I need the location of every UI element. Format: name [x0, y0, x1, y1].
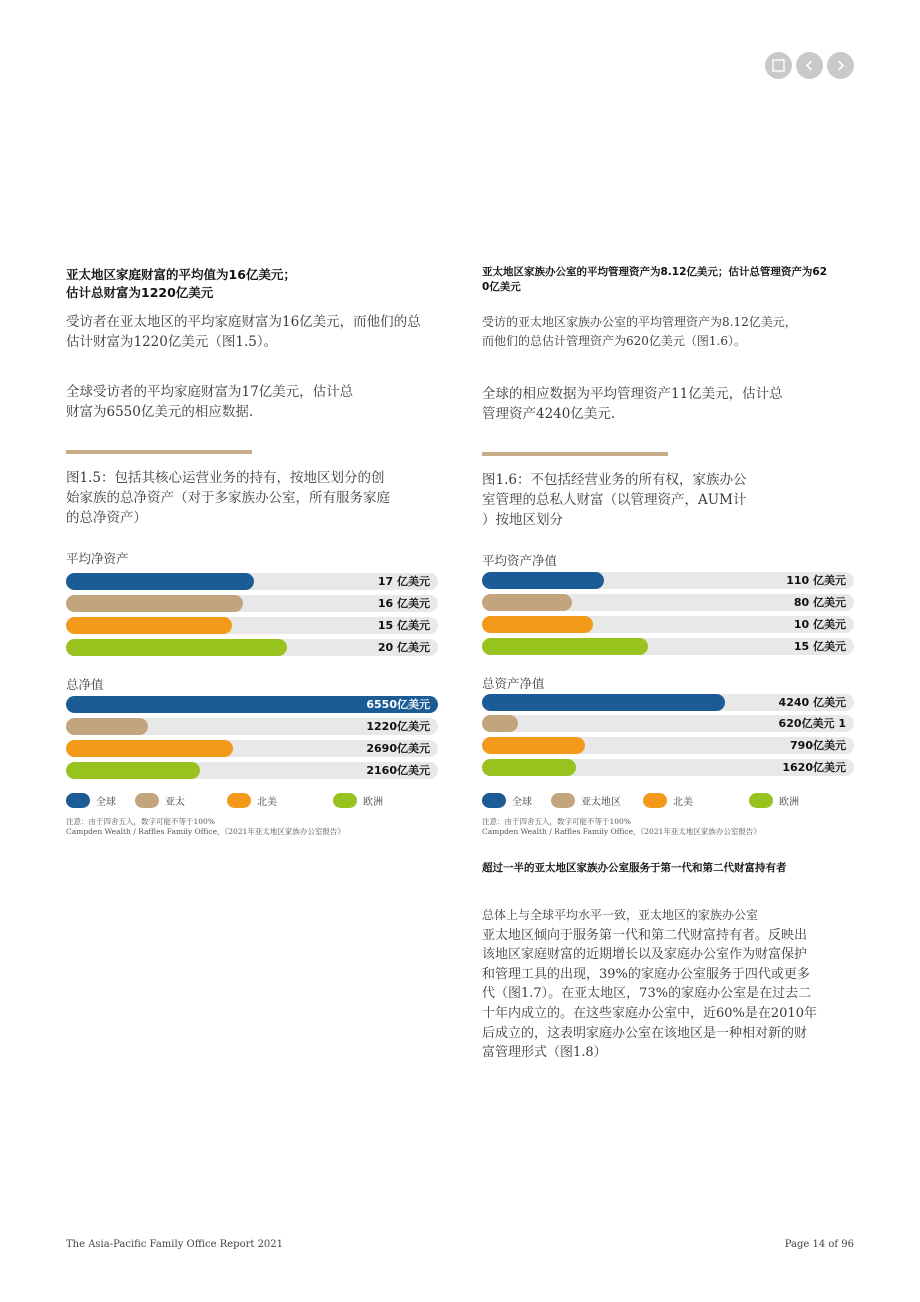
series-label: 平均资产净值	[482, 553, 558, 568]
bar-欧洲	[66, 639, 287, 656]
home-button[interactable]	[765, 52, 792, 79]
bar-value-label: 10 亿美元	[793, 618, 846, 631]
bar-track	[482, 572, 854, 589]
legend-item	[482, 793, 532, 808]
legend-swatch	[66, 793, 90, 808]
bar-value-label: 790亿美元	[790, 739, 846, 752]
section-body	[482, 906, 817, 1063]
legend-swatch	[551, 793, 575, 808]
paragraph-line: 全球受访者的平均家庭财富为17亿美元，估计总	[66, 384, 354, 400]
caption-line: ）按地区划分	[482, 512, 563, 528]
bar-欧洲	[482, 759, 576, 776]
legend-swatch	[227, 793, 251, 808]
figure-caption	[66, 468, 390, 528]
legend-swatch	[643, 793, 667, 808]
bar-track	[482, 759, 854, 776]
left-paragraph-1	[66, 312, 421, 352]
paragraph-line: 总体上与全球平均水平一致，亚太地区的家族办公室	[482, 908, 759, 922]
section-heading: 超过一半的亚太地区家族办公室服务于第一代和第二代财富持有者	[482, 862, 787, 874]
bar-欧洲	[482, 638, 648, 655]
paragraph-line: 管理资产4240亿美元.	[482, 406, 616, 422]
paragraph-line: 受访者在亚太地区的平均家庭财富为16亿美元，而他们的总	[66, 314, 421, 330]
bar-value-label: 15 亿美元	[377, 619, 430, 632]
legend-label: 北美	[257, 797, 277, 808]
bar-value-label: 620亿美元 1	[778, 717, 846, 730]
paragraph-line: 全球的相应数据为平均管理资产11亿美元，估计总	[482, 386, 783, 402]
footer-page-number: Page 14 of 96	[784, 1239, 854, 1250]
chart-note	[66, 817, 345, 837]
bar-track	[66, 762, 438, 779]
bar-track	[66, 639, 438, 656]
series-label: 总净值	[66, 677, 104, 692]
right-paragraph-2	[482, 384, 783, 424]
bar-track	[482, 638, 854, 655]
paragraph-line: 富管理形式（图1.8）	[482, 1045, 607, 1061]
legend-item	[643, 793, 693, 808]
page-navigation	[765, 52, 854, 79]
right-heading	[482, 265, 854, 295]
chevron-right-icon	[834, 59, 847, 72]
left-paragraph-2	[66, 382, 353, 422]
paragraph-line: 该地区家庭财富的近期增长以及家庭办公室作为财富保护	[482, 947, 808, 963]
legend-item	[66, 793, 116, 808]
bar-亚太	[66, 595, 243, 612]
divider	[66, 450, 252, 454]
bar-北美	[66, 740, 233, 757]
caption-line: 的总净资产）	[66, 510, 147, 526]
bar-track	[66, 617, 438, 634]
bar-track	[482, 715, 854, 732]
bar-value-label: 4240 亿美元	[778, 696, 846, 709]
legend-swatch	[333, 793, 357, 808]
note-line: Campden Wealth / Raffles Family Office，《2021年亚太地区家族办公室报告》	[482, 827, 761, 836]
bar-全球	[482, 572, 604, 589]
legend-label: 欧洲	[779, 797, 799, 808]
bar-track	[66, 740, 438, 757]
note-line: 注意：由于四舍五入，数字可能不等于100%	[66, 817, 215, 826]
chevron-left-icon	[803, 59, 816, 72]
bar-亚太	[66, 718, 148, 735]
bar-value-label: 1220亿美元	[366, 720, 430, 733]
bar-track	[66, 696, 438, 713]
bar-value-label: 17 亿美元	[377, 575, 430, 588]
bar-value-label: 20 亿美元	[377, 641, 430, 654]
previous-page-button[interactable]	[796, 52, 823, 79]
caption-line: 图1.6：不包括经营业务的所有权，家族办公	[482, 472, 747, 488]
bar-track	[482, 694, 854, 711]
chart-note	[482, 817, 761, 837]
paragraph-line: 而他们的总估计管理资产为620亿美元（图1.6）。	[482, 334, 746, 348]
bar-track	[482, 616, 854, 633]
bar-value-label: 1620亿美元	[782, 761, 846, 774]
bar-value-label: 15 亿美元	[793, 640, 846, 653]
bar-亚太地区	[482, 594, 572, 611]
paragraph-line: 亚太地区倾向于服务第一代和第二代财富持有者。反映出	[482, 927, 808, 943]
paragraph-line: 估计财富为1220亿美元（图1.5）。	[66, 334, 278, 350]
square-icon	[772, 59, 785, 72]
legend-label: 亚太	[165, 797, 185, 808]
bar-value-label: 80 亿美元	[793, 596, 846, 609]
bar-track	[482, 594, 854, 611]
legend-item	[135, 793, 185, 808]
bar-track	[66, 595, 438, 612]
heading-line: 估计总财富为1220亿美元	[66, 285, 214, 300]
note-line: Campden Wealth / Raffles Family Office，《2021年亚太地区家族办公室报告》	[66, 827, 345, 836]
legend-swatch	[749, 793, 773, 808]
heading-line: 亚太地区家族办公室的平均管理资产为8.12亿美元；估计总管理资产为62	[482, 266, 828, 278]
figure-caption	[482, 470, 746, 530]
legend-label: 亚太地区	[581, 797, 621, 808]
left-heading	[66, 266, 438, 302]
bar-北美	[482, 737, 585, 754]
bar-欧洲	[66, 762, 200, 779]
bar-track	[66, 573, 438, 590]
bar-北美	[482, 616, 593, 633]
bar-value-label: 110 亿美元	[786, 574, 846, 587]
next-page-button[interactable]	[827, 52, 854, 79]
bar-全球	[66, 573, 254, 590]
paragraph-line: 十年内成立的。在这些家庭办公室中，近60%是在2010年	[482, 1005, 817, 1021]
caption-line: 图1.5：包括其核心运营业务的持有，按地区划分的创	[66, 470, 385, 486]
legend-label: 全球	[512, 797, 532, 808]
bar-亚太地区	[482, 715, 518, 732]
heading-line: 0亿美元	[482, 281, 521, 293]
caption-line: 室管理的总私人财富（以管理资产，AUM计	[482, 492, 747, 508]
legend-label: 欧洲	[363, 797, 383, 808]
legend-label: 北美	[673, 797, 693, 808]
bar-track	[66, 718, 438, 735]
legend-item	[333, 793, 383, 808]
heading-line: 亚太地区家庭财富的平均值为16亿美元；	[66, 267, 296, 282]
paragraph-line: 代（图1.7）。在亚太地区，73%的家庭办公室是在过去二	[482, 986, 812, 1002]
bar-全球	[482, 694, 725, 711]
bar-北美	[66, 617, 232, 634]
paragraph-line: 财富为6550亿美元的相应数据.	[66, 404, 254, 420]
series-label: 平均净资产	[66, 551, 129, 566]
legend-label: 全球	[96, 797, 116, 808]
legend-item	[551, 793, 621, 808]
bar-value-label: 2160亿美元	[366, 764, 430, 777]
footer-report-title: The Asia-Pacific Family Office Report 2021	[66, 1239, 284, 1250]
paragraph-line: 受访的亚太地区家族办公室的平均管理资产为8.12亿美元，	[482, 315, 797, 329]
legend-item	[749, 793, 799, 808]
right-paragraph-1	[482, 313, 797, 351]
note-line: 注意：由于四舍五入，数字可能不等于100%	[482, 817, 631, 826]
caption-line: 始家族的总净资产（对于多家族办公室，所有服务家庭	[66, 490, 390, 506]
legend-swatch	[482, 793, 506, 808]
series-label: 总资产净值	[482, 676, 545, 691]
bar-track	[482, 737, 854, 754]
legend-swatch	[135, 793, 159, 808]
divider	[482, 452, 668, 456]
paragraph-line: 和管理工具的出现，39%的家庭办公室服务于四代或更多	[482, 966, 810, 982]
legend-item	[227, 793, 277, 808]
paragraph-line: 后成立的，这表明家庭办公室在该地区是一种相对新的财	[482, 1025, 808, 1041]
bar-value-label: 6550亿美元	[366, 698, 430, 711]
bar-value-label: 2690亿美元	[366, 742, 430, 755]
bar-value-label: 16 亿美元	[377, 597, 430, 610]
